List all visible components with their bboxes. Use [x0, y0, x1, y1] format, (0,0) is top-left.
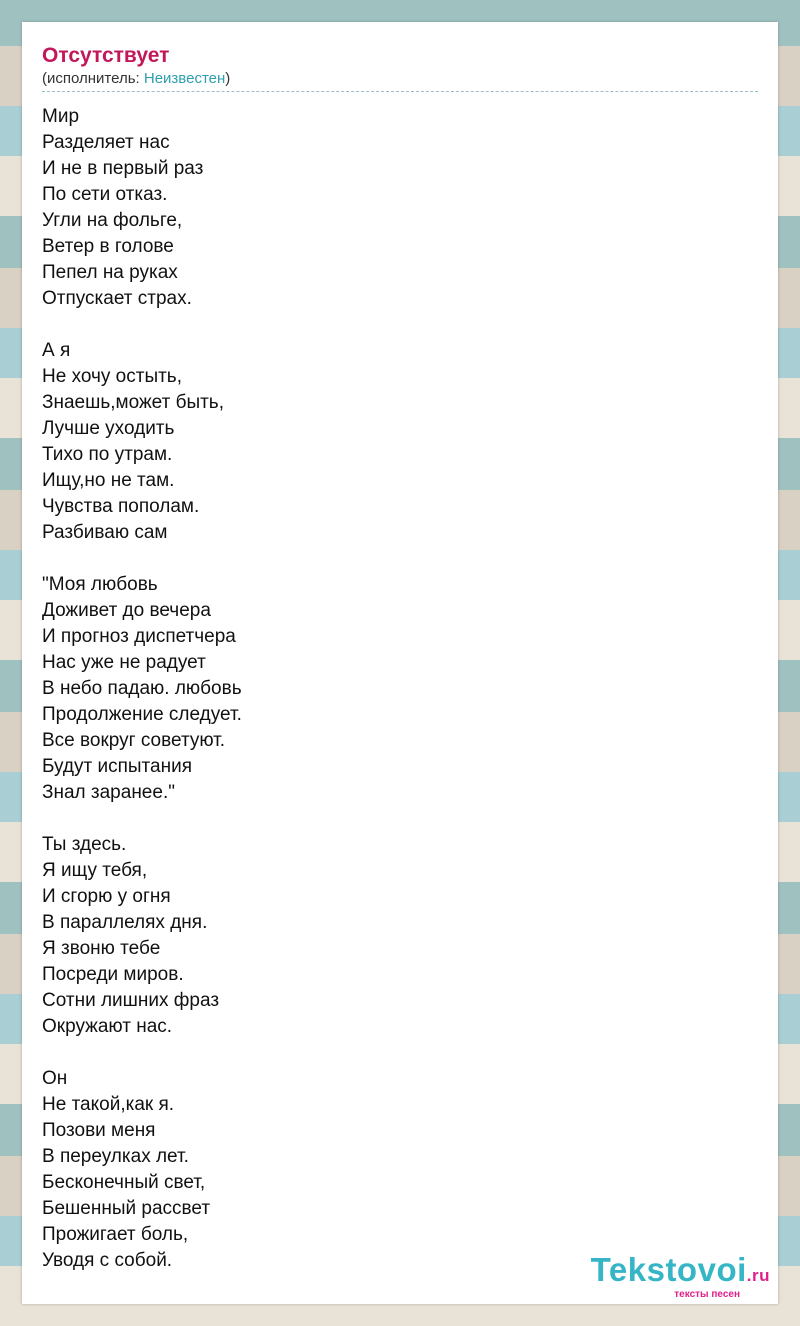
- lyric-line: Все вокруг советуют.: [42, 730, 226, 751]
- lyric-line: Знал заранее.": [42, 782, 175, 803]
- lyric-line: Будут испытания: [42, 756, 192, 777]
- lyric-line: Пепел на руках: [42, 262, 178, 283]
- stanza-gap: [42, 312, 758, 338]
- lyric-line: Разделяет нас: [42, 132, 170, 153]
- lyric-line: И прогноз диспетчера: [42, 626, 236, 647]
- lyric-line: Позови меня: [42, 1120, 156, 1141]
- lyric-line: Ветер в голове: [42, 236, 174, 257]
- stanza-gap: [42, 1040, 758, 1066]
- lyric-line: Прожигает боль,: [42, 1224, 189, 1245]
- lyric-line: Окружают нас.: [42, 1016, 173, 1037]
- song-title: Отсутствует: [42, 44, 170, 67]
- logo-tagline: тексты песен: [674, 1289, 740, 1300]
- lyric-line: Продолжение следует.: [42, 704, 242, 725]
- logo-wordmark: [591, 1253, 770, 1293]
- lyric-line: В небо падаю. любовь: [42, 678, 242, 699]
- lyric-line: Отпускает страх.: [42, 288, 192, 309]
- lyric-line: Знаешь,может быть,: [42, 392, 224, 413]
- lyric-line: И сгорю у огня: [42, 886, 171, 907]
- logo-tld: .ru: [746, 1266, 770, 1285]
- lyrics-card: [22, 22, 778, 1304]
- lyric-line: Тихо по утрам.: [42, 444, 173, 465]
- lyric-line: Нас уже не радует: [42, 652, 206, 673]
- lyric-line: В параллелях дня.: [42, 912, 208, 933]
- lyric-line: Не такой,как я.: [42, 1094, 175, 1115]
- lyric-line: Мир: [42, 106, 80, 127]
- artist-link[interactable]: Неизвестен: [143, 70, 226, 87]
- stanza-gap: [42, 546, 758, 572]
- lyric-line: А я: [42, 340, 71, 361]
- lyrics-text: [42, 104, 758, 1274]
- lyric-line: В переулках лет.: [42, 1146, 189, 1167]
- lyric-line: Он: [42, 1068, 68, 1089]
- lyric-line: Посреди миров.: [42, 964, 184, 985]
- lyric-line: Разбиваю сам: [42, 522, 168, 543]
- lyric-line: Ты здесь.: [42, 834, 127, 855]
- lyric-line: Доживет до вечера: [42, 600, 211, 621]
- lyric-line: Ищу,но не там.: [42, 470, 175, 491]
- artist-line: [42, 70, 758, 92]
- lyric-line: Уводя с собой.: [42, 1250, 173, 1271]
- logo-name: Tekstovoi: [590, 1251, 747, 1288]
- lyric-line: Бесконечный свет,: [42, 1172, 206, 1193]
- lyric-line: По сети отказ.: [42, 184, 168, 205]
- lyric-line: Чувства пополам.: [42, 496, 200, 517]
- lyric-line: Я звоню тебе: [42, 938, 161, 959]
- lyric-line: Не хочу остыть,: [42, 366, 182, 387]
- site-logo[interactable]: [591, 1253, 770, 1300]
- artist-prefix: (исполнитель:: [42, 70, 144, 87]
- lyric-line: Лучше уходить: [42, 418, 175, 439]
- artist-suffix: ): [225, 70, 231, 87]
- stanza-gap: [42, 806, 758, 832]
- lyric-line: Бешенный рассвет: [42, 1198, 211, 1219]
- lyric-line: "Моя любовь: [42, 574, 158, 595]
- lyric-line: Сотни лишних фраз: [42, 990, 220, 1011]
- lyric-line: И не в первый раз: [42, 158, 204, 179]
- lyric-line: Угли на фольге,: [42, 210, 183, 231]
- lyric-line: Я ищу тебя,: [42, 860, 148, 881]
